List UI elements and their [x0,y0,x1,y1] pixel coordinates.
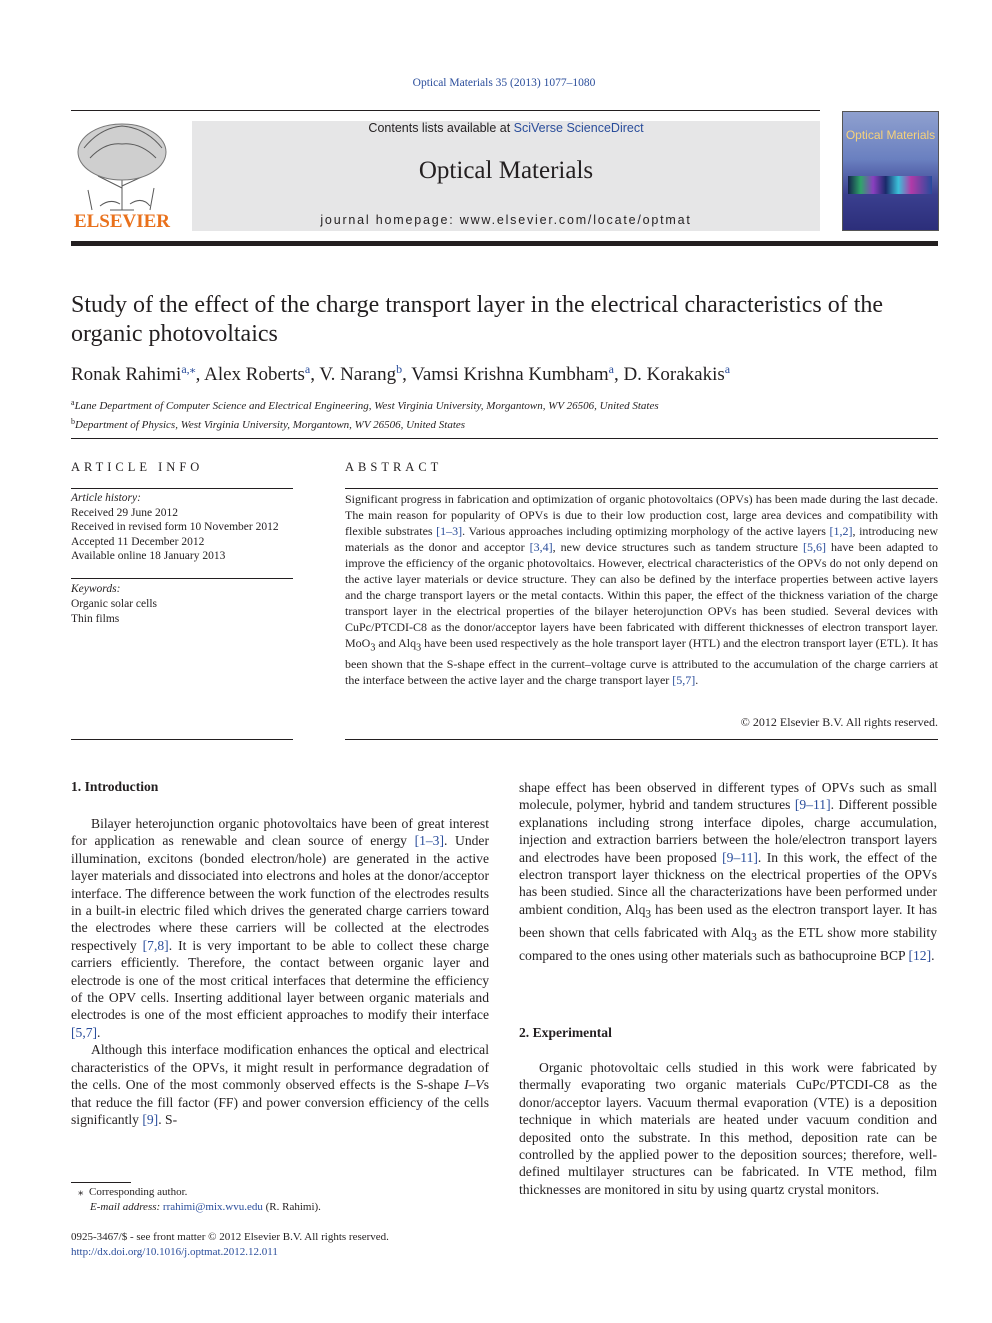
body-column-left [71,815,489,1128]
citation-link[interactable]: [1–3] [414,833,445,849]
author-affiliation-sup[interactable]: a,⁎ [181,362,196,376]
footnote-rule [71,1182,131,1183]
contents-prefix: Contents lists available at [368,121,514,135]
body-column-experimental [519,1059,937,1198]
history-item: Accepted 11 December 2012 [71,535,205,548]
author-affiliation-sup[interactable]: a [724,362,731,376]
citation-link[interactable]: [5,7] [672,673,696,688]
citation-link[interactable]: [9–11] [794,797,831,813]
citation-link[interactable]: [1–3] [436,524,463,538]
abstract-heading: ABSTRACT [345,460,443,474]
elsevier-wordmark: ELSEVIER [73,211,171,232]
affiliations [71,395,931,433]
history-label: Article history: [71,492,141,504]
author-name: Vamsi Krishna Kumbham [411,364,609,385]
citation-link[interactable]: [12] [908,948,932,964]
footnote-corresponding-author [78,1185,498,1215]
journal-citation[interactable]: Optical Materials 35 (2013) 1077–1080 [412,77,596,89]
citation-link[interactable]: [5,7] [71,1024,98,1040]
section-heading-introduction: 1. Introduction [71,779,159,794]
contents-line [192,121,820,135]
cover-image-strip [848,176,932,194]
email-link[interactable]: rrahimi@mix.wvu.edu [162,1201,263,1213]
keyword: Thin films [71,613,120,625]
history-item: Available online 18 January 2013 [71,550,226,562]
issn-line: 0925-3467/$ - see front matter © 2012 Elsevier B.V. All rights reserved. [71,1231,389,1243]
divider [345,739,938,740]
copyright: © 2012 Elsevier B.V. All rights reserved. [740,715,938,729]
citation-link[interactable]: [9] [142,1111,159,1127]
sciencedirect-link[interactable]: SciVerse ScienceDirect [513,121,644,135]
history-item: Received in revised form 10 November 2012 [71,521,279,533]
cover-title: Optical Materials [845,128,936,142]
divider [71,578,293,579]
citation-link[interactable]: [7,8] [142,937,169,953]
keywords-label: Keywords: [71,583,121,595]
abstract-text: Significant progress in fabrication and optimization of organic photovoltaics (OPVs) has been made during the last decade. The main reason for popularity of OPVs is due to their low production cost, large area devices and compatibility with flexible substrates [1–3]. Various approaches including optimizing morphology of the active layers [1,2], introducing new materials as the donor and acceptor [3,4], new device structures such as tandem structure [5,6] have been adapted to improve the efficiency of the organic photovoltaics. However, electrical characteristics of the OPVs do not only depend on the active layer materials or device structure. They can also be defined by the interface properties between active layers and the charge transport layers or the metal contacts. Within this paper, the effect of the thickness variation of the charge transport layer in the electrical properties of the bilayer heterojunction OPVs has been studied. Several devices with CuPc/PTCDI-C8 as the donor/acceptor layers have been fabricated with different thicknesses of electron transport layer. MoO$_3$ and Alq$_3$ have been used respectively as the hole transport layer (HTL) and the electron transport layer (ETL). It has been shown that the S-shape effect in the current–voltage curve is attributed to the accumulation of the charge carriers at the interface between the active layer and the charge transport layer [5,7]. [345,492,938,688]
section-heading-experimental: 2. Experimental [519,1025,612,1040]
author-name: Ronak Rahimi [71,364,182,385]
front-matter [71,1230,491,1259]
body-column-right [519,779,937,965]
email-line: E-mail address: rrahimi@mix.wvu.edu (R. Rahimi). [90,1201,321,1213]
header-rule-thick [71,241,938,246]
affiliation: $^b$Department of Physics, West Virginia University, Morgantown, WV 26506, United States [71,417,466,431]
homepage-prefix: journal homepage: [320,213,460,227]
keyword: Organic solar cells [71,598,158,610]
header-rule [71,110,820,111]
citation-link[interactable]: [9–11] [722,849,758,865]
journal-title: Optical Materials [418,157,594,184]
paragraph: Organic photovoltaic cells studied in this work were fabricated by thermally evaporating two organic materials CuPc/PTCDI-C8 as the donor/acceptor layers. Vacuum thermal evaporation (VTE) is a deposition technique in which materials are heated under vacuum condition and deposited onto the substrate. In this method, deposition rate can be controlled by the applied power to the deposition sources; therefore, well-defined multilayer structures can be fabricated. In VTE method, film thicknesses are monitored in situ by using quartz crystal monitors. [519,1060,937,1197]
article-history [71,491,301,564]
corresponding-author: ⁎ Corresponding author. [78,1186,188,1198]
homepage-url[interactable]: www.elsevier.com/locate/optmat [459,213,692,227]
affiliation: $^a$Lane Department of Computer Science and Electrical Engineering, West Virginia University, Morgantown, WV 26506, United States [71,398,659,412]
keywords [71,582,301,627]
citation-link[interactable]: [5,6] [803,540,826,554]
paragraph: Although this interface modification enhances the optical and electrical characteristics of the OPVs, it might result in performance degradation of the cells. One of the most commonly observed effects is the S-shape I–Vs that reduce the fill factor (FF) and power conversion efficiency of the cells significantly [9]. S- [71,1042,489,1127]
author-affiliation-sup[interactable]: b [396,362,403,376]
article-title: Study of the effect of the charge transport layer in the electrical characteristics of the organic photovoltaics [71,292,884,347]
author-name: D. Korakakis [623,364,725,385]
author-affiliation-sup[interactable]: a [304,362,311,376]
citation-link[interactable]: [1,2] [829,524,853,538]
citation-link[interactable]: [3,4] [529,540,553,554]
divider [71,488,293,489]
divider [345,488,938,489]
doi-link[interactable]: http://dx.doi.org/10.1016/j.optmat.2012.12.011 [71,1245,278,1258]
paragraph: shape effect has been observed in different types of OPVs such as small molecule, polymer, hybrid and tandem structures [9–11]. Different possible explanations including strong interface dipoles, charge accumulation, injection and extraction barriers between the hole/electron transport layers and electrodes have been proposed [9–11]. In this work, the effect of the electron transport layer thickness on the electrical properties of the OPVs has been studied. Since all the characterizations have been performed under ambient condition, Alq$_3$ has been used as the electron transport layer. It has been shown that cells fabricated with Alq$_3$ as the ETL show more stability compared to the ones using other materials such as bathocuproine BCP [12]. [519,780,938,964]
article-info-heading: ARTICLE INFO [71,460,204,474]
divider [71,739,293,740]
divider [71,438,938,439]
history-item: Received 29 June 2012 [71,506,178,519]
author-list: Ronak Rahimi$^{a,⁎}$, Alex Roberts$^a$, V. Narang$^b$, Vamsi Krishna Kumbham$^a$, D. Korakakis$^a$ [71,362,731,385]
author-affiliation-sup[interactable]: a [608,362,614,376]
author-name: Alex Roberts [204,364,305,385]
paragraph: Bilayer heterojunction organic photovoltaics have been of great interest for application as renewable and clean source of energy [1–3]. Under illumination, excitons (bonded electron/hole) are generated in the active layer materials and dissociated into electrons and holes at the donor/acceptor interface. The difference between the work function of the electrodes results in a built-in electric filed which drives the generated charge carriers toward the electrodes where these carriers will be collected at the electrodes respectively [7,8]. It is very important to be able to collect these charge carriers efficiently. Therefore, the contact between organic layer and electrode is one of the most critical interfaces that determine the efficiency of the OPV cells. Inserting additional layer between organic materials and electrodes is one of the most efficient approaches to modify their interface [5,7]. [71,816,489,1040]
author-name: V. Narang [319,364,397,385]
journal-homepage [192,213,820,227]
